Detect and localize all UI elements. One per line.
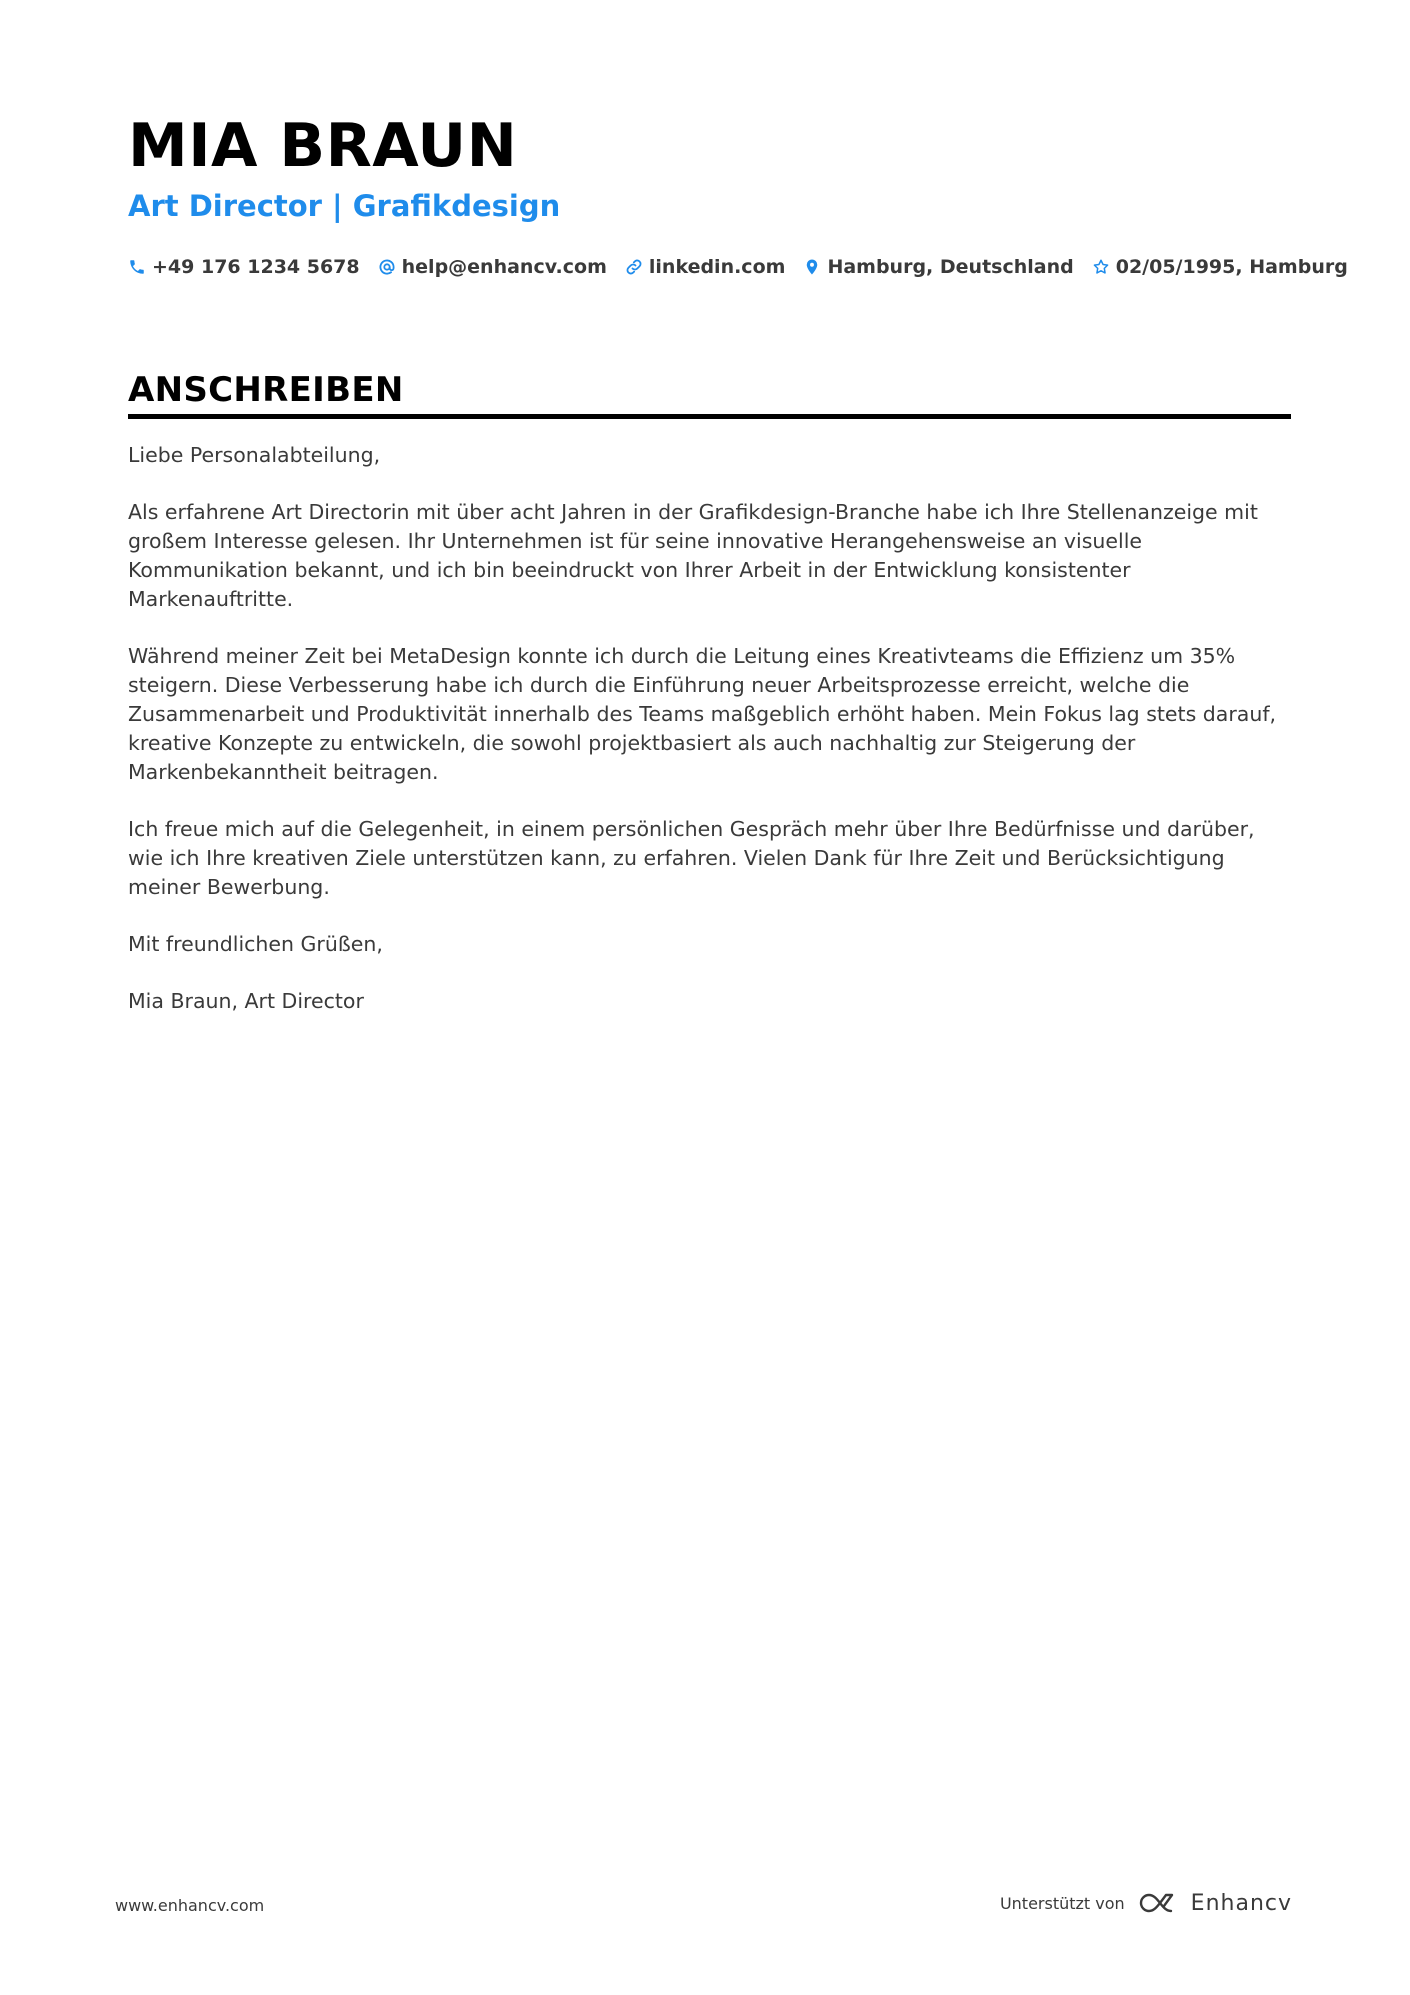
brand-name: Enhancv xyxy=(1190,1890,1292,1916)
letter-closing: Mit freundlichen Grüßen, xyxy=(128,932,383,956)
phone-icon xyxy=(128,258,146,276)
contact-location-text: Hamburg, Deutschland xyxy=(827,256,1074,278)
footer-website[interactable]: www.enhancv.com xyxy=(115,1896,265,1915)
contact-bar xyxy=(128,252,1348,282)
letter-signature: Mia Braun, Art Director xyxy=(128,989,364,1013)
cover-letter-page xyxy=(128,110,1348,1044)
contact-email[interactable] xyxy=(378,256,607,278)
brand-logo[interactable] xyxy=(1137,1890,1292,1916)
contact-linkedin[interactable] xyxy=(625,256,786,278)
link-icon xyxy=(625,258,643,276)
section-title: ANSCHREIBEN xyxy=(128,370,404,410)
footer-powered-by xyxy=(1000,1890,1292,1916)
applicant-title: Art Director | Grafikdesign xyxy=(128,189,561,223)
contact-birth xyxy=(1092,256,1348,278)
contact-linkedin-text: linkedin.com xyxy=(648,256,786,278)
contact-phone[interactable] xyxy=(128,256,360,278)
letter-body xyxy=(128,441,1291,1016)
enhancv-logo-icon xyxy=(1137,1890,1183,1916)
section-divider xyxy=(128,414,1291,419)
letter-paragraph: Während meiner Zeit bei MetaDesign konnte ich durch die Leitung eines Kreativteams die Effizienz um 35% steigern. Diese Verbesserung habe ich durch die Einführung neuer Arbeitsprozesse erreicht, welche die Zusammenarbeit und Produktivität innerhalb des Teams maßgeblich erhöht haben. Mein Fokus lag stets darauf, kreative Konzepte zu entwickeln, die sowohl projektbasiert als auch nachhaltig zur Steigerung der Markenbekanntheit beitragen. xyxy=(128,644,1277,784)
location-pin-icon xyxy=(803,258,821,276)
contact-location xyxy=(803,256,1073,278)
at-icon xyxy=(378,258,396,276)
contact-email-text: help@enhancv.com xyxy=(401,256,607,278)
letter-salutation: Liebe Personalabteilung, xyxy=(128,443,381,467)
letter-paragraph: Ich freue mich auf die Gelegenheit, in einem persönlichen Gespräch mehr über Ihre Bedürfnisse und darüber, wie ich Ihre kreativen Ziele unterstützen kann, zu erfahren. Vielen Dank für Ihre Zeit und Berücksichtigung meiner Bewerbung. xyxy=(128,817,1255,899)
powered-by-label: Unterstützt von xyxy=(999,1893,1125,1913)
applicant-name: MIA BRAUN xyxy=(128,111,518,181)
letter-paragraph: Als erfahrene Art Directorin mit über acht Jahren in der Grafikdesign-Branche habe ich Ihre Stellenanzeige mit großem Interesse gelesen. Ihr Unternehmen ist für seine innovative Herangehensweise an visuelle Kommunikation bekannt, und ich bin beeindruckt von Ihrer Arbeit in der Entwicklung konsistenter Markenauftritte. xyxy=(128,500,1258,611)
star-icon xyxy=(1092,258,1110,276)
contact-phone-text: +49 176 1234 5678 xyxy=(152,256,360,278)
contact-birth-text: 02/05/1995, Hamburg xyxy=(1115,256,1348,278)
